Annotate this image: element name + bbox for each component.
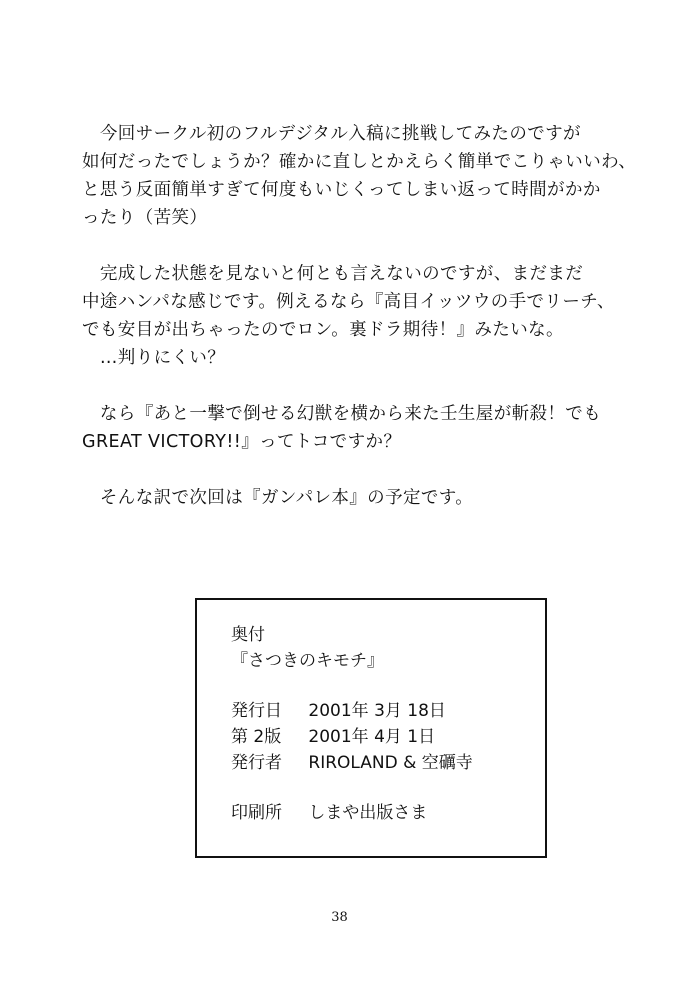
paragraph: [82, 260, 642, 372]
text-line: でも安目が出ちゃったのでロン。裏ドラ期待！』みたいな。: [82, 320, 564, 340]
text-line: なら『あと一撃で倒せる幻獣を横から来た壬生屋が斬殺！でも: [82, 404, 602, 424]
printer-label: 印刷所: [231, 803, 282, 823]
text-line: と思う反面簡単すぎて何度もいじくってしまい返って時間がかか: [82, 180, 601, 200]
colophon-title-block: [231, 622, 384, 674]
second-edition-label: 第 2版: [231, 727, 282, 747]
text-line: …判りにくい？: [82, 348, 226, 368]
page-number: 38: [331, 910, 348, 925]
second-edition-value: 2001年 4月 1日: [308, 727, 436, 747]
book-title: 『さつきのキモチ』: [231, 651, 384, 671]
text-line: 完成した状態を見ないと何とも言えないのですが、まだまだ: [82, 264, 584, 284]
printer-row: [231, 800, 427, 826]
text-line: 今回サークル初のフルデジタル入稿に挑戦してみたのですが: [82, 124, 581, 144]
paragraph: [82, 120, 642, 232]
publisher-label: 発行者: [231, 753, 282, 773]
text-line: そんな訳で次回は『ガンパレ本』の予定です。: [82, 488, 474, 508]
issue-date-row: [231, 698, 473, 724]
printer-value: しまや出版さま: [308, 803, 428, 823]
afterword-text: [82, 120, 642, 540]
text-line: 如何だったでしょうか？確かに直しとかえらく簡単でこりゃいいわ、: [82, 152, 637, 172]
paragraph: [82, 400, 642, 456]
publisher-row: [231, 750, 473, 776]
publisher-value: RIROLAND & 空礪寺: [308, 753, 473, 773]
colophon-info-block: [231, 698, 473, 776]
text-line: 中途ハンパな感じです。例えるなら『高目イッツウの手でリーチ、: [82, 292, 615, 312]
text-line: ったり（苦笑）: [82, 208, 208, 228]
second-edition-row: [231, 724, 473, 750]
text-line: GREAT VICTORY!!』ってトコですか？: [82, 432, 402, 452]
issue-date-value: 2001年 3月 18日: [308, 701, 446, 721]
colophon-box: [195, 598, 547, 858]
issue-date-label: 発行日: [231, 701, 282, 721]
colophon-print-block: [231, 800, 427, 826]
paragraph: [82, 484, 642, 512]
colophon-heading: 奥付: [231, 625, 265, 645]
